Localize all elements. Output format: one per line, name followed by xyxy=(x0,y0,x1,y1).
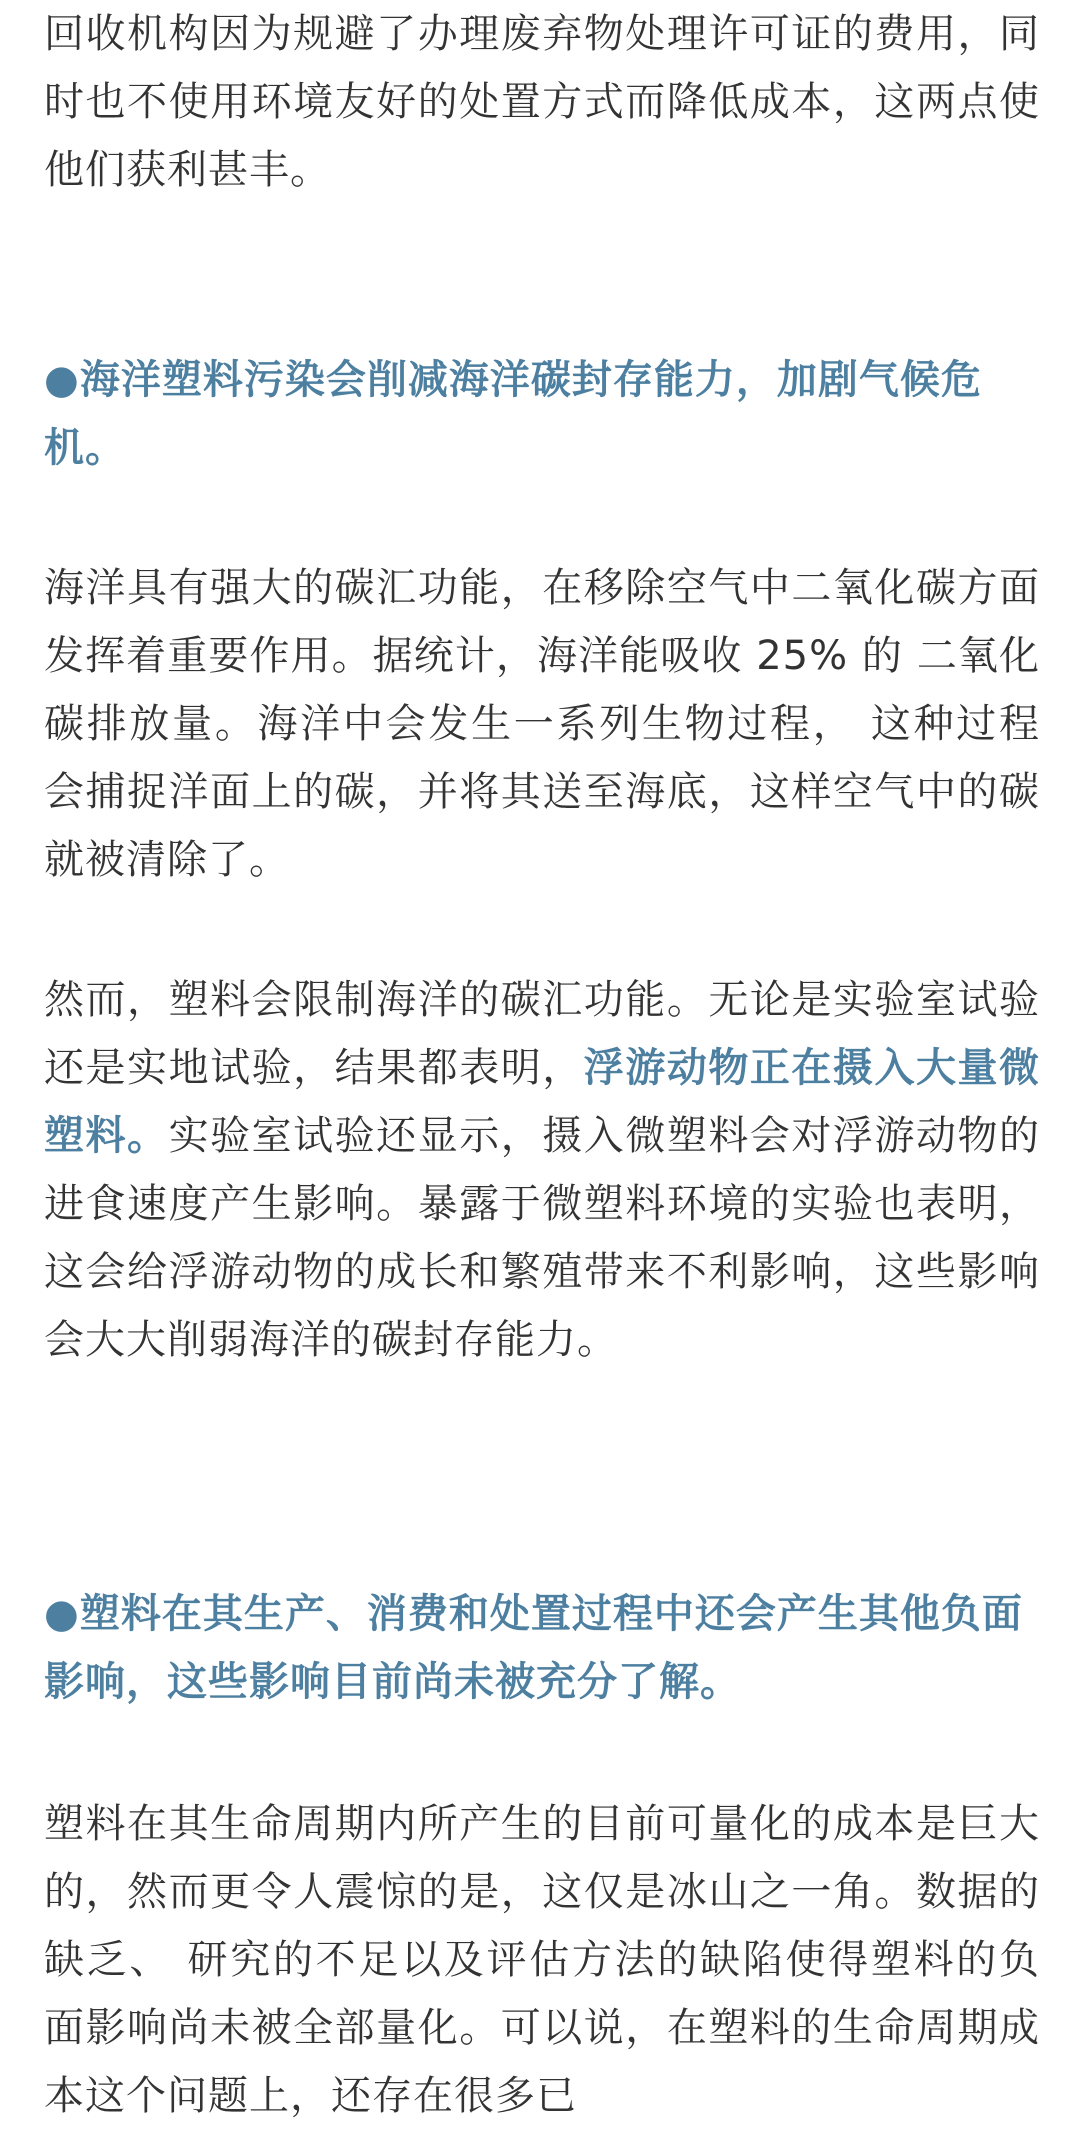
paragraph-lifecycle-cost: 塑料在其生命周期内所产生的目前可量化的成本是巨大的，然而更令人震惊的是，这仅是冰山之一角。数据的缺乏、 研究的不足以及评估方法的缺陷使得塑料的负面影响尚未被全部量化。可以说，在塑料的生命周期成本这个问题上，还存在很多已 xyxy=(44,1801,1040,2119)
section-heading-ocean-carbon: ●海洋塑料污染会削减海洋碳封存能力，加剧气候危机。 xyxy=(44,357,982,471)
paragraph-recycling-profit: 回收机构因为规避了办理废弃物处理许可证的费用，同时也不使用环境友好的处置方式而降低成本，这两点使他们获利甚丰。 xyxy=(44,11,1040,193)
paragraph-ocean-carbon-sink: 海洋具有强大的碳汇功能，在移除空气中二氧化碳方面发挥着重要作用。据统计，海洋能吸收 25% 的 二氧化碳排放量。海洋中会发生一系列生物过程， 这种过程会捕捉洋面上的碳，并将其送至海底，这样空气中的碳就被清除了。 xyxy=(44,565,1040,883)
paragraph-text-end: 实验室试验还显示，摄入微塑料会对浮游动物的进食速度产生影响。暴露于微塑料环境的实验也表明，这会给浮游动物的成长和繁殖带来不利影响，这些影响会大大削弱海洋的碳封存能力。 xyxy=(44,1113,1041,1363)
paragraph-microplastic-zooplankton xyxy=(44,966,1040,1374)
paragraph-text-start: 然而，塑料会限制海洋的碳汇功能。无论是实验室试验还是实地试验，结果都表明， xyxy=(44,977,1040,1091)
section-heading-other-impacts: ●塑料在其生产、消费和处置过程中还会产生其他负面影响，这些影响目前尚未被充分了解。 xyxy=(44,1591,1023,1705)
highlighted-text: 浮游动物正在摄入大量微塑料。 xyxy=(44,1045,1041,1159)
